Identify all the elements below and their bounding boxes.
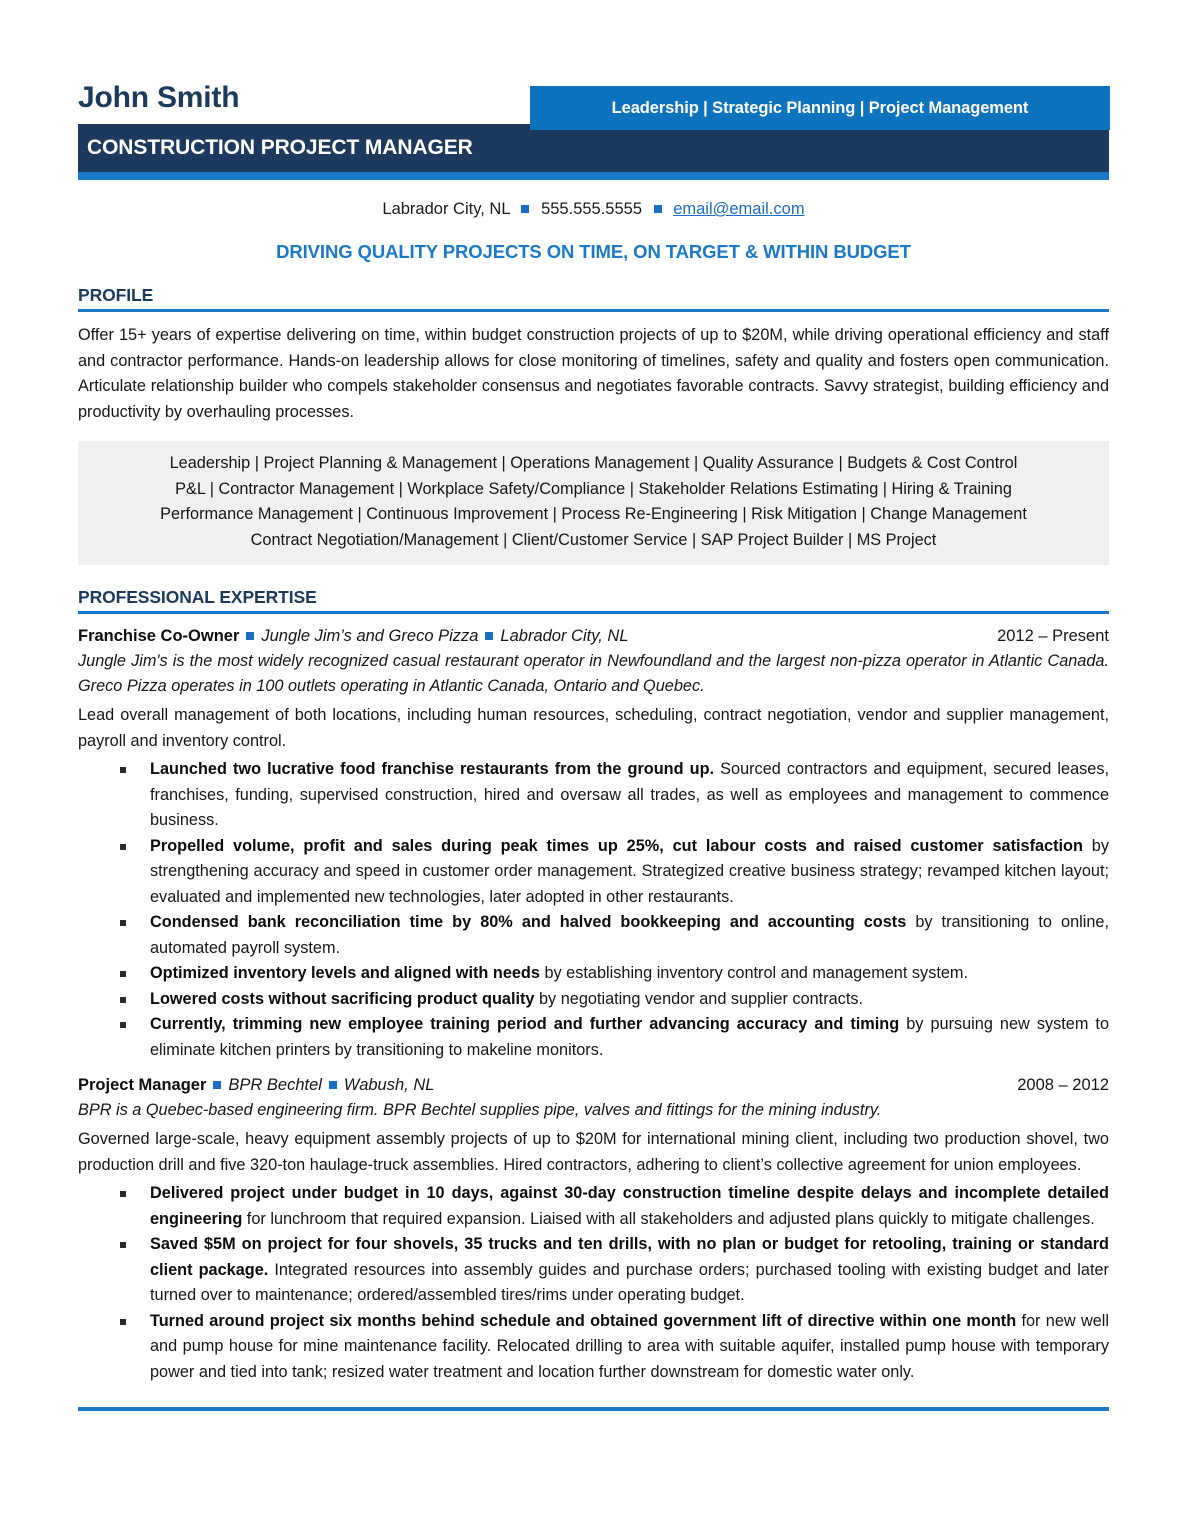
contact-email-link[interactable]: email@email.com bbox=[673, 200, 805, 218]
separator-square-icon bbox=[213, 1081, 221, 1089]
achievement-detail: Integrated resources into assembly guides and purchase orders; purchased tooling with existing budget and later turned over to maintenance; ordered/assembled tires/rims under operating budget. bbox=[150, 1260, 1109, 1304]
job-organization: BPR Bechtel bbox=[228, 1076, 322, 1094]
achievement-detail: by negotiating vendor and supplier contracts. bbox=[534, 989, 864, 1008]
achievement-item bbox=[78, 910, 1109, 961]
job-dates: 2012 – Present bbox=[997, 627, 1109, 645]
experience-list bbox=[78, 627, 1109, 1385]
footer-rule bbox=[78, 1407, 1109, 1411]
separator-square-icon bbox=[485, 632, 493, 640]
experience-entry-header bbox=[78, 627, 1109, 646]
experience-entry bbox=[78, 1076, 1109, 1385]
job-summary: Governed large-scale, heavy equipment assembly projects of up to $20M for international mining client, including two production shovel, two production drill and five 320-ton haulage-truck assemblies. Hired contractors, adhering to client’s collective agreement for union employees. bbox=[78, 1130, 1109, 1174]
job-organization: Jungle Jim’s and Greco Pizza bbox=[261, 627, 479, 645]
company-description: Jungle Jim's is the most widely recognized casual restaurant operator in Newfoundland and the largest non-pizza operator in Atlantic Canada. Greco Pizza operates in 100 outlets operating in Atlantic Canada, Ontario and Quebec. bbox=[78, 652, 1109, 695]
achievement-item bbox=[78, 757, 1109, 834]
professional-headline: DRIVING QUALITY PROJECTS ON TIME, ON TARGET & WITHIN BUDGET bbox=[276, 241, 911, 262]
profile-paragraph: Offer 15+ years of expertise delivering on time, within budget construction projects of up to $20M, while driving operational efficiency and staff and contractor performance. Hands-on leadership allows for close monitoring of timelines, safety and quality and fosters open communication. Articulate relationship builder who compels stakeholder consensus and negotiates favorable contracts. Savvy strategist, building efficiency and productivity by overhauling processes. bbox=[78, 326, 1109, 421]
company-description: BPR is a Quebec-based engineering firm. BPR Bechtel supplies pipe, valves and fittings for the mining industry. bbox=[78, 1101, 882, 1119]
separator-square-icon bbox=[246, 632, 254, 640]
contact-line bbox=[78, 198, 1109, 220]
competency-line: P&L | Contractor Management | Workplace Safety/Compliance | Stakeholder Relations Estimating | Hiring & Training bbox=[175, 479, 1012, 498]
achievement-lead: Optimized inventory levels and aligned with needs bbox=[150, 964, 540, 982]
separator-square-icon bbox=[329, 1081, 337, 1089]
experience-entry-header bbox=[78, 1076, 1109, 1095]
achievement-lead: Launched two lucrative food franchise restaurants from the ground up. bbox=[150, 760, 715, 778]
achievement-item bbox=[78, 1012, 1109, 1063]
job-location: Labrador City, NL bbox=[500, 627, 629, 645]
achievement-detail: by strengthening accuracy and speed in customer order management. Strategized creative business strategy; revamped kitchen layout; evaluated and implemented new technologies, later adopted in other restaurants. bbox=[150, 836, 1109, 906]
section-heading-experience: PROFESSIONAL EXPERTISE bbox=[78, 587, 1109, 614]
achievement-detail: by pursuing new system to eliminate kitchen printers by transitioning to makeline monitors. bbox=[150, 1015, 1110, 1059]
achievement-lead: Propelled volume, profit and sales during peak times up 25%, cut labour costs and raised customer satisfaction bbox=[150, 836, 1083, 855]
competency-line: Leadership | Project Planning & Management | Operations Management | Quality Assurance | Budgets & Cost Control bbox=[169, 454, 1018, 472]
separator-square-icon bbox=[521, 205, 529, 213]
achievement-detail: by transitioning to online, automated payroll system. bbox=[150, 913, 1109, 957]
achievement-item bbox=[78, 1181, 1109, 1232]
achievement-detail: Sourced contractors and equipment, secured leases, franchises, funding, supervised construction, hired and oversaw all trades, as well as employees and management to commence business. bbox=[150, 760, 1109, 829]
contact-phone: 555.555.5555 bbox=[541, 200, 643, 218]
experience-entry-title-group bbox=[78, 1076, 1001, 1095]
job-location: Wabush, NL bbox=[343, 1076, 435, 1094]
job-dates: 2008 – 2012 bbox=[1017, 1076, 1109, 1094]
achievement-lead: Currently, trimming new employee training period and further advancing accuracy and timing bbox=[150, 1015, 900, 1033]
section-heading-profile: PROFILE bbox=[78, 285, 1109, 312]
achievement-list bbox=[78, 1181, 1109, 1385]
achievement-item bbox=[78, 987, 1109, 1013]
header-accent-strip bbox=[78, 172, 1109, 180]
tagline-banner: Leadership | Strategic Planning | Project Management bbox=[530, 86, 1110, 130]
experience-entry bbox=[78, 627, 1109, 1063]
separator-square-icon bbox=[654, 205, 662, 213]
candidate-name: John Smith bbox=[78, 81, 240, 114]
achievement-lead: Turned around project six months behind schedule and obtained government lift of directive within one month bbox=[150, 1311, 1017, 1330]
job-role: Franchise Co-Owner bbox=[78, 627, 240, 645]
contact-location: Labrador City, NL bbox=[382, 200, 510, 218]
target-job-title: CONSTRUCTION PROJECT MANAGER bbox=[87, 136, 473, 159]
achievement-detail: for lunchroom that required expansion. Liaised with all stakeholders and adjusted plans quickly to mitigate challenges. bbox=[242, 1209, 1095, 1228]
achievement-lead: Condensed bank reconciliation time by 80% and halved bookkeeping and accounting costs bbox=[150, 913, 907, 931]
achievement-list bbox=[78, 757, 1109, 1063]
achievement-item bbox=[78, 1232, 1109, 1309]
resume-header bbox=[78, 0, 1109, 263]
achievement-item bbox=[78, 834, 1109, 911]
experience-entry-title-group bbox=[78, 627, 981, 646]
achievement-detail: for new well and pump house for mine maintenance facility. Relocated drilling to area with suitable aquifer, installed pump house with temporary power and tied into tank; resized water treatment and location further downstream for domestic water only. bbox=[150, 1311, 1109, 1381]
competency-line: Contract Negotiation/Management | Client/Customer Service | SAP Project Builder | MS Project bbox=[250, 530, 937, 549]
name-row bbox=[78, 72, 1109, 124]
achievement-item bbox=[78, 961, 1109, 987]
job-summary: Lead overall management of both locations, including human resources, scheduling, contract negotiation, vendor and supplier management, payroll and inventory control. bbox=[78, 706, 1109, 750]
competency-line: Performance Management | Continuous Improvement | Process Re-Engineering | Risk Mitigation | Change Management bbox=[160, 505, 1027, 523]
job-role: Project Manager bbox=[78, 1076, 207, 1094]
achievement-lead: Saved $5M on project for four shovels, 35 trucks and ten drills, with no plan or budget for retooling, training or standard client package. bbox=[150, 1235, 1109, 1279]
core-competencies-box bbox=[78, 441, 1109, 565]
achievement-lead: Delivered project under budget in 10 days, against 30-day construction timeline despite delays and incomplete detailed engineering bbox=[150, 1184, 1109, 1228]
job-title-band bbox=[78, 124, 1109, 172]
achievement-lead: Lowered costs without sacrificing product quality bbox=[150, 989, 535, 1008]
achievement-detail: by establishing inventory control and management system. bbox=[539, 964, 968, 982]
achievement-item bbox=[78, 1309, 1109, 1386]
